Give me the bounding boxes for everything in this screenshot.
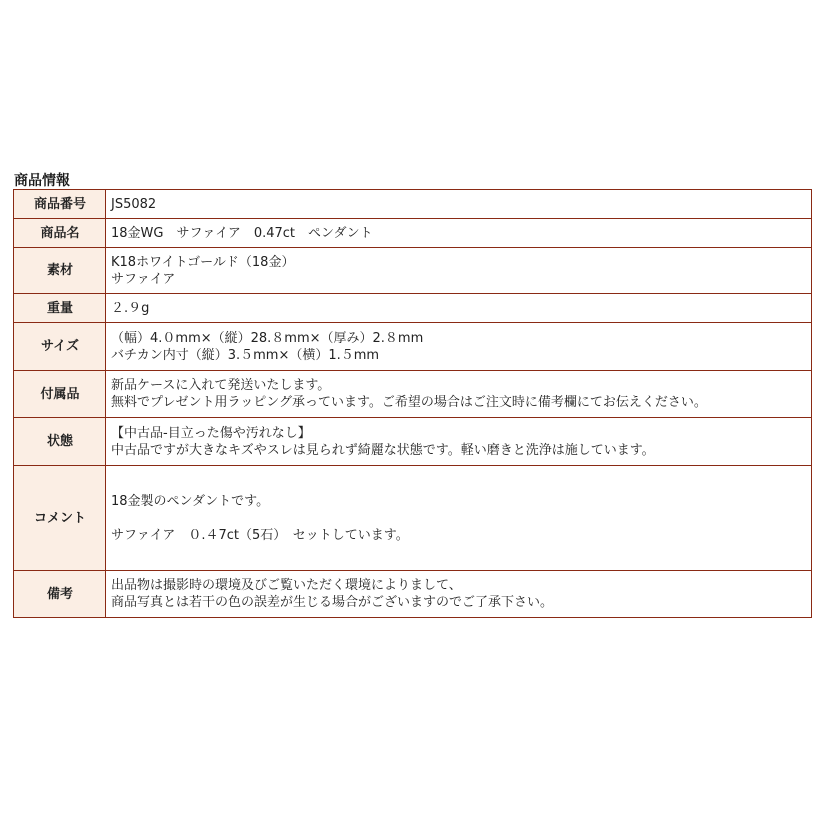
accessories-line-1: 新品ケースに入れて発送いたします。: [111, 378, 331, 393]
row-weight: [14, 294, 812, 323]
condition-line-2: 中古品ですが大きなキズやスレは見られず綺麗な状態です。軽い磨きと洗浄は施しています。: [111, 442, 655, 458]
comment-line-1: 18金製のペンダントです。: [111, 493, 270, 509]
row-size: [14, 323, 812, 371]
label-accessories: 付属品: [14, 371, 106, 418]
remarks-line-2: 商品写真とは若干の色の誤差が生じる場合がございますのでご了承下さい。: [111, 595, 554, 610]
value-comment: [106, 466, 812, 571]
size-line-2: バチカン内寸（縦）3.５mm×（横）1.５mm: [111, 347, 380, 363]
label-material: 素材: [14, 248, 106, 294]
label-comment: コメント: [14, 466, 106, 571]
label-weight: 重量: [14, 294, 106, 323]
weight-text: ２.９g: [111, 300, 150, 316]
label-condition: 状態: [14, 418, 106, 466]
row-accessories: [14, 371, 812, 418]
comment-blank-line: [111, 510, 807, 527]
row-material: [14, 248, 812, 294]
value-weight: [106, 294, 812, 323]
product-number-text: JS5082: [111, 196, 157, 212]
row-comment: [14, 466, 812, 571]
value-product-number: [106, 190, 812, 219]
size-line-1: （幅）4.０mm×（縦）28.８mm×（厚み）2.８mm: [111, 330, 424, 346]
label-product-name: 商品名: [14, 219, 106, 248]
value-material: [106, 248, 812, 294]
material-line-1: K18ホワイトゴールド（18金）: [111, 254, 295, 270]
remarks-line-1: 出品物は撮影時の環境及びご覧いただく環境によりまして、: [111, 578, 462, 593]
product-info-table: [13, 189, 812, 618]
row-product-number: [14, 190, 812, 219]
label-remarks: 備考: [14, 571, 106, 618]
comment-line-2: サファイア ０.４7ct（5石） セットしています。: [111, 527, 409, 543]
value-condition: [106, 418, 812, 466]
row-remarks: [14, 571, 812, 618]
value-accessories: [106, 371, 812, 418]
row-product-name: [14, 219, 812, 248]
value-product-name: [106, 219, 812, 248]
section-title: 商品情報: [14, 173, 70, 189]
label-size: サイズ: [14, 323, 106, 371]
accessories-line-2: 無料でプレゼント用ラッピング承っています。ご希望の場合はご注文時に備考欄にてお伝えください。: [111, 395, 707, 410]
value-size: [106, 323, 812, 371]
value-remarks: [106, 571, 812, 618]
condition-line-1: 【中古品-目立った傷や汚れなし】: [111, 425, 311, 441]
label-product-number: 商品番号: [14, 190, 106, 219]
material-line-2: サファイア: [111, 271, 176, 287]
product-name-text: 18金WG サファイア 0.47ct ペンダント: [111, 225, 373, 241]
row-condition: [14, 418, 812, 466]
